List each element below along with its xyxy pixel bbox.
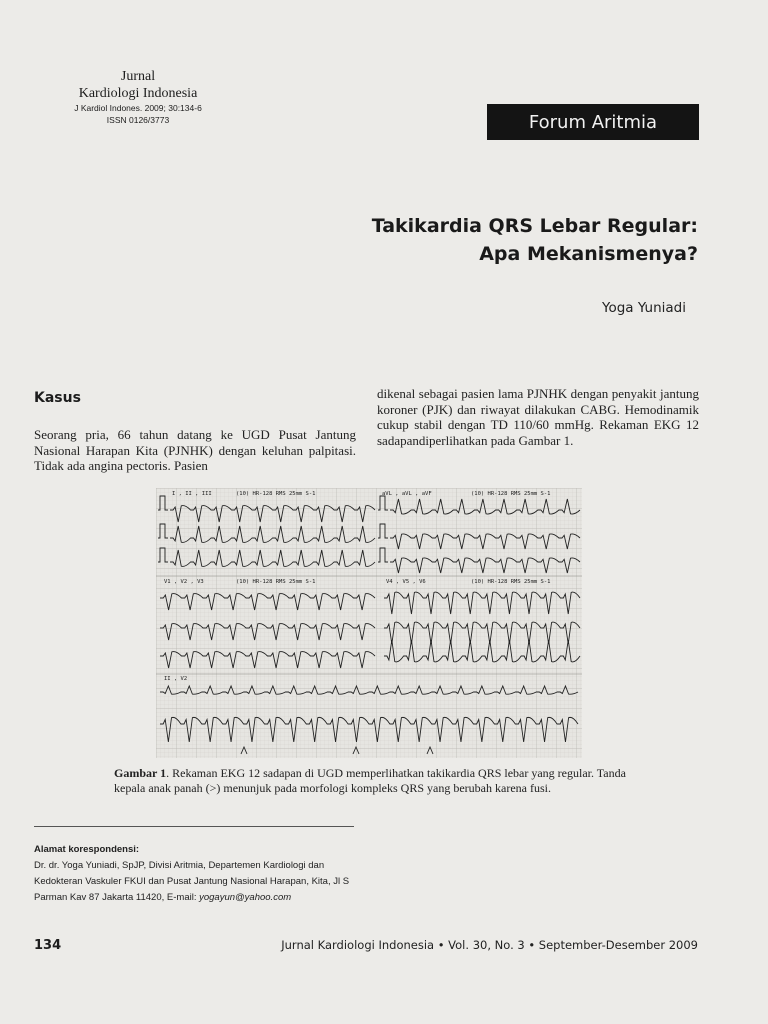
body-paragraph-right: dikenal sebagai pasien lama PJNHK dengan penyakit jantung koroner (PJK) dan riwayat dilakukan CABG. Hemodinamik cukup stabil dengan TD 110/60 mmHg. Rekaman EKG 12 sadapandiperlihatkan pada Gambar 1.	[377, 386, 699, 448]
page-number: 134	[34, 938, 62, 953]
ecg-tracing	[156, 488, 582, 758]
journal-name-line1: Jurnal	[120, 69, 156, 84]
ecg-lead-label: II , V2	[164, 676, 188, 682]
correspondence-email[interactable]: yogayun@yahoo.com	[199, 892, 292, 903]
ecg-lead-label: I , II , III	[172, 491, 212, 497]
correspondence-body: Dr. dr. Yoga Yuniadi, SpJP, Divisi Aritmia, Departemen Kardiologi dan Kedokteran Vaskuler FKUI dan Pusat Jantung Nasional Harapan, Kita, Jl S Parman Kav 87 Jakarta 11420, E-mail:	[34, 860, 350, 903]
section-heading-kasus: Kasus	[34, 390, 81, 406]
ecg-strip-header: (10) HR-128 RMS 25mm S-1	[471, 579, 551, 585]
ecg-strip-header: (10) HR-128 RMS 25mm S-1	[236, 579, 316, 585]
correspondence-heading: Alamat korespondensi:	[34, 844, 140, 855]
figure-caption	[114, 766, 630, 796]
article-author: Yoga Yuniadi	[602, 300, 686, 316]
footer-journal-info: Jurnal Kardiologi Indonesia • Vol. 30, No. 3 • September-Desember 2009	[281, 938, 698, 952]
journal-issn: ISSN 0126/3773	[106, 115, 170, 125]
ecg-lead-label: V1 , V2 , V3	[164, 579, 204, 585]
correspondence-block	[34, 842, 374, 906]
ecg-figure	[156, 488, 582, 758]
ecg-lead-label: V4 , V5 , V6	[386, 579, 426, 585]
section-banner: Forum Aritmia	[487, 104, 699, 140]
divider	[34, 826, 354, 827]
figure-caption-text: . Rekaman EKG 12 sadapan di UGD memperlihatkan takikardia QRS lebar yang regular. Tanda kepala anak panah (>) menunjuk pada morfologi kompleks QRS yang berubah karena fusi.	[114, 766, 626, 795]
body-paragraph-left: Seorang pria, 66 tahun datang ke UGD Pusat Jantung Nasional Harapan Kita (PJNHK) dengan keluhan palpitasi. Tidak ada angina pectoris. Pasien	[34, 427, 356, 473]
ecg-strip-header: (10) HR-128 RMS 25mm S-1	[236, 491, 316, 497]
figure-caption-label: Gambar 1	[114, 766, 167, 780]
ecg-strip-header: (10) HR-128 RMS 25mm S-1	[471, 491, 551, 497]
article-title-line2: Apa Mekanismenya?	[479, 243, 698, 265]
journal-citation: J Kardiol Indones. 2009; 30:134-6	[74, 103, 202, 113]
journal-masthead	[38, 68, 238, 126]
article-title-line1: Takikardia QRS Lebar Regular:	[371, 215, 698, 237]
article-title	[258, 212, 698, 268]
ecg-lead-label: aVL , aVL , aVF	[382, 491, 432, 497]
journal-name-line2: Kardiologi Indonesia	[78, 86, 198, 101]
